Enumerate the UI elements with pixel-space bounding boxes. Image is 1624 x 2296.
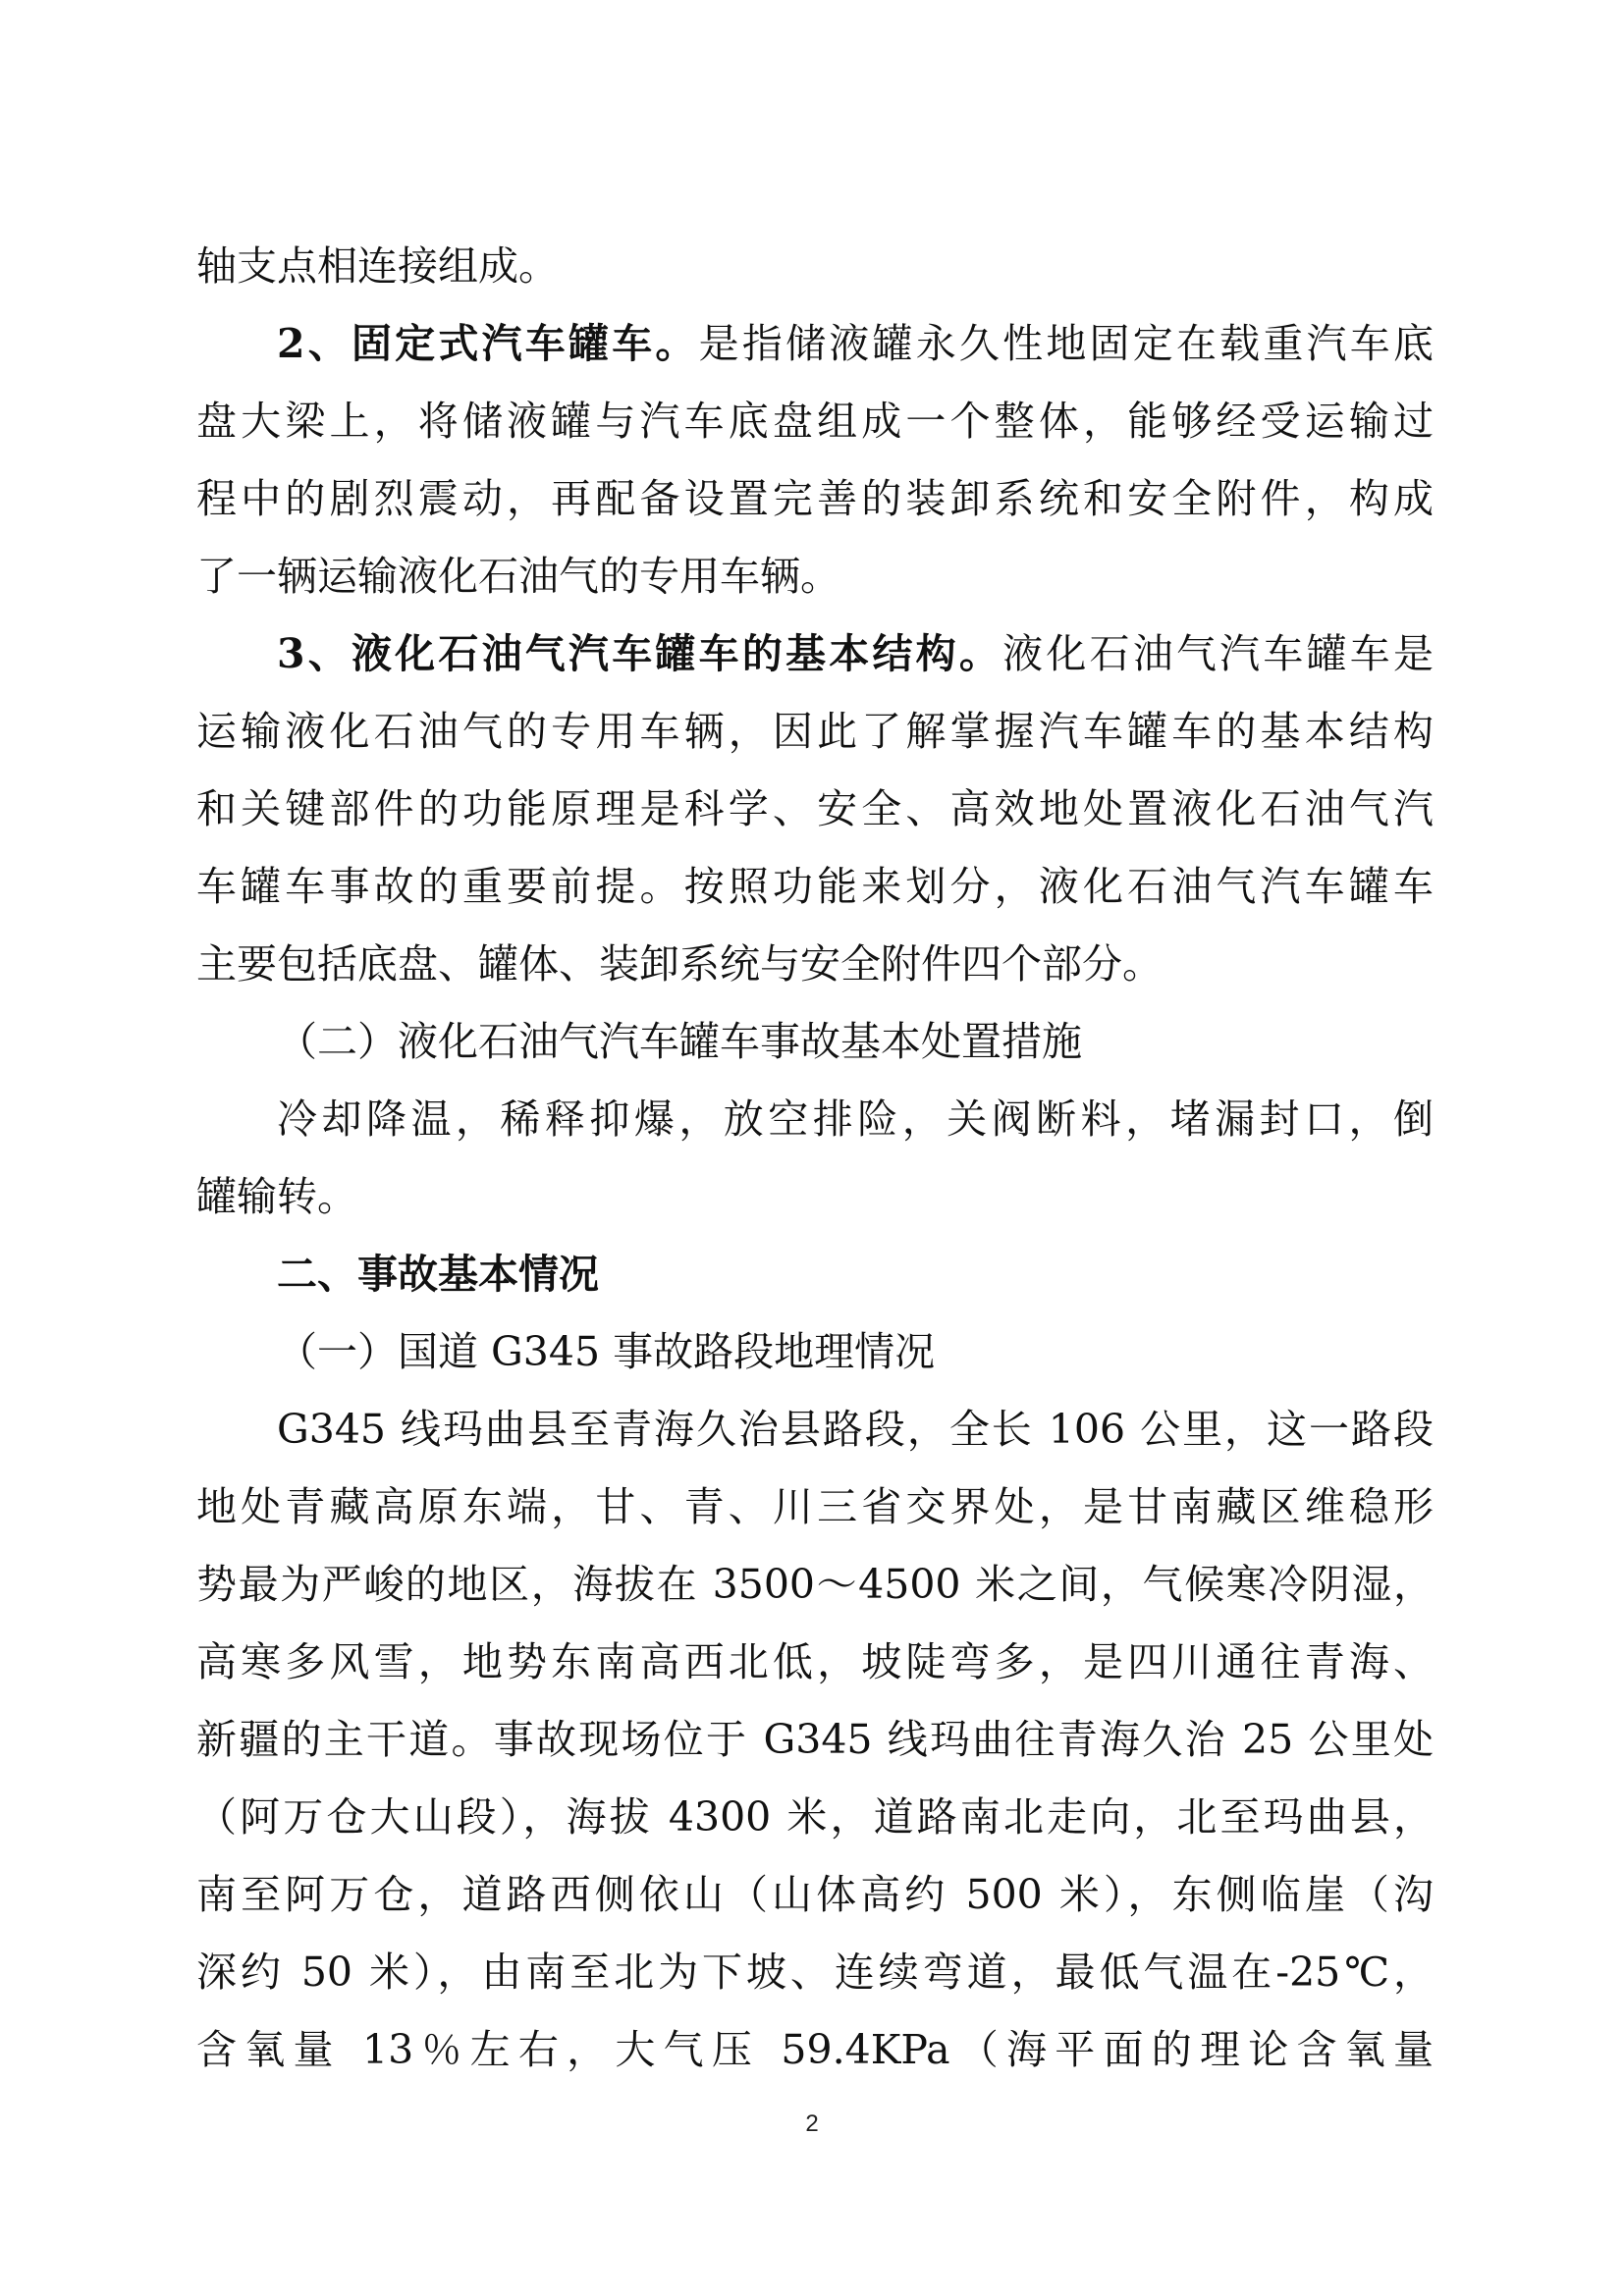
text-line: 含氧量 13％左右，大气压 59.4KPa（海平面的理论含氧量 [196,2026,1434,2073]
text-line: 运输液化石油气的专用车辆，因此了解掌握汽车罐车的基本结构 [196,708,1434,755]
text-line: 深约 50 米），由南至北为下坡、连续弯道，最低气温在-25℃， [196,1949,1434,1996]
text-line: 轴支点相连接组成。 [196,242,559,290]
text-line: 势最为严峻的地区，海拔在 3500～4500 米之间，气候寒冷阴湿， [196,1561,1434,1608]
subsection-heading: （二）液化石油气汽车罐车事故基本处置措施 [277,1018,1082,1065]
text-line: 罐输转。 [196,1173,357,1220]
section-heading: 二、事故基本情况 [277,1251,599,1298]
subsection-heading: （一）国道 G345 事故路段地理情况 [277,1328,936,1375]
text-line: 盘大梁上，将储液罐与汽车底盘组成一个整体，能够经受运输过 [196,398,1434,445]
text-line: 新疆的主干道。事故现场位于 G345 线玛曲往青海久治 25 公里处 [196,1716,1434,1763]
text-line: 和关键部件的功能原理是科学、安全、高效地处置液化石油气汽 [196,785,1434,832]
paragraph-heading-line: 2、固定式汽车罐车。是指储液罐永久性地固定在载重汽车底 [277,320,1435,367]
text-line: 高寒多风雪，地势东南高西北低，坡陡弯多，是四川通往青海、 [196,1638,1434,1685]
paragraph-heading-line: 3、液化石油气汽车罐车的基本结构。液化石油气汽车罐车是 [277,630,1435,677]
text-line: 车罐车事故的重要前提。按照功能来划分，液化石油气汽车罐车 [196,863,1434,910]
text-line: 程中的剧烈震动，再配备设置完善的装卸系统和安全附件，构成 [196,475,1434,522]
text-line: 主要包括底盘、罐体、装卸系统与安全附件四个部分。 [196,940,1163,988]
text-line: 了一辆运输液化石油气的专用车辆。 [196,553,840,600]
page-number: 2 [805,2110,819,2137]
text-line: 南至阿万仓，道路西侧依山（山体高约 500 米），东侧临崖（沟 [196,1871,1434,1918]
text-line: （阿万仓大山段），海拔 4300 米，道路南北走向，北至玛曲县， [196,1793,1434,1841]
inline-heading: 3、液化石油气汽车罐车的基本结构。 [277,630,1003,677]
text-line: 冷却降温，稀释抑爆，放空排险，关阀断料，堵漏封口，倒 [277,1095,1434,1143]
text-line: G345 线玛曲县至青海久治县路段，全长 106 公里，这一路段 [277,1406,1434,1453]
text-line: 地处青藏高原东端，甘、青、川三省交界处，是甘南藏区维稳形 [196,1483,1434,1530]
body-text [196,228,1434,2089]
inline-heading: 2、固定式汽车罐车。 [277,320,699,367]
